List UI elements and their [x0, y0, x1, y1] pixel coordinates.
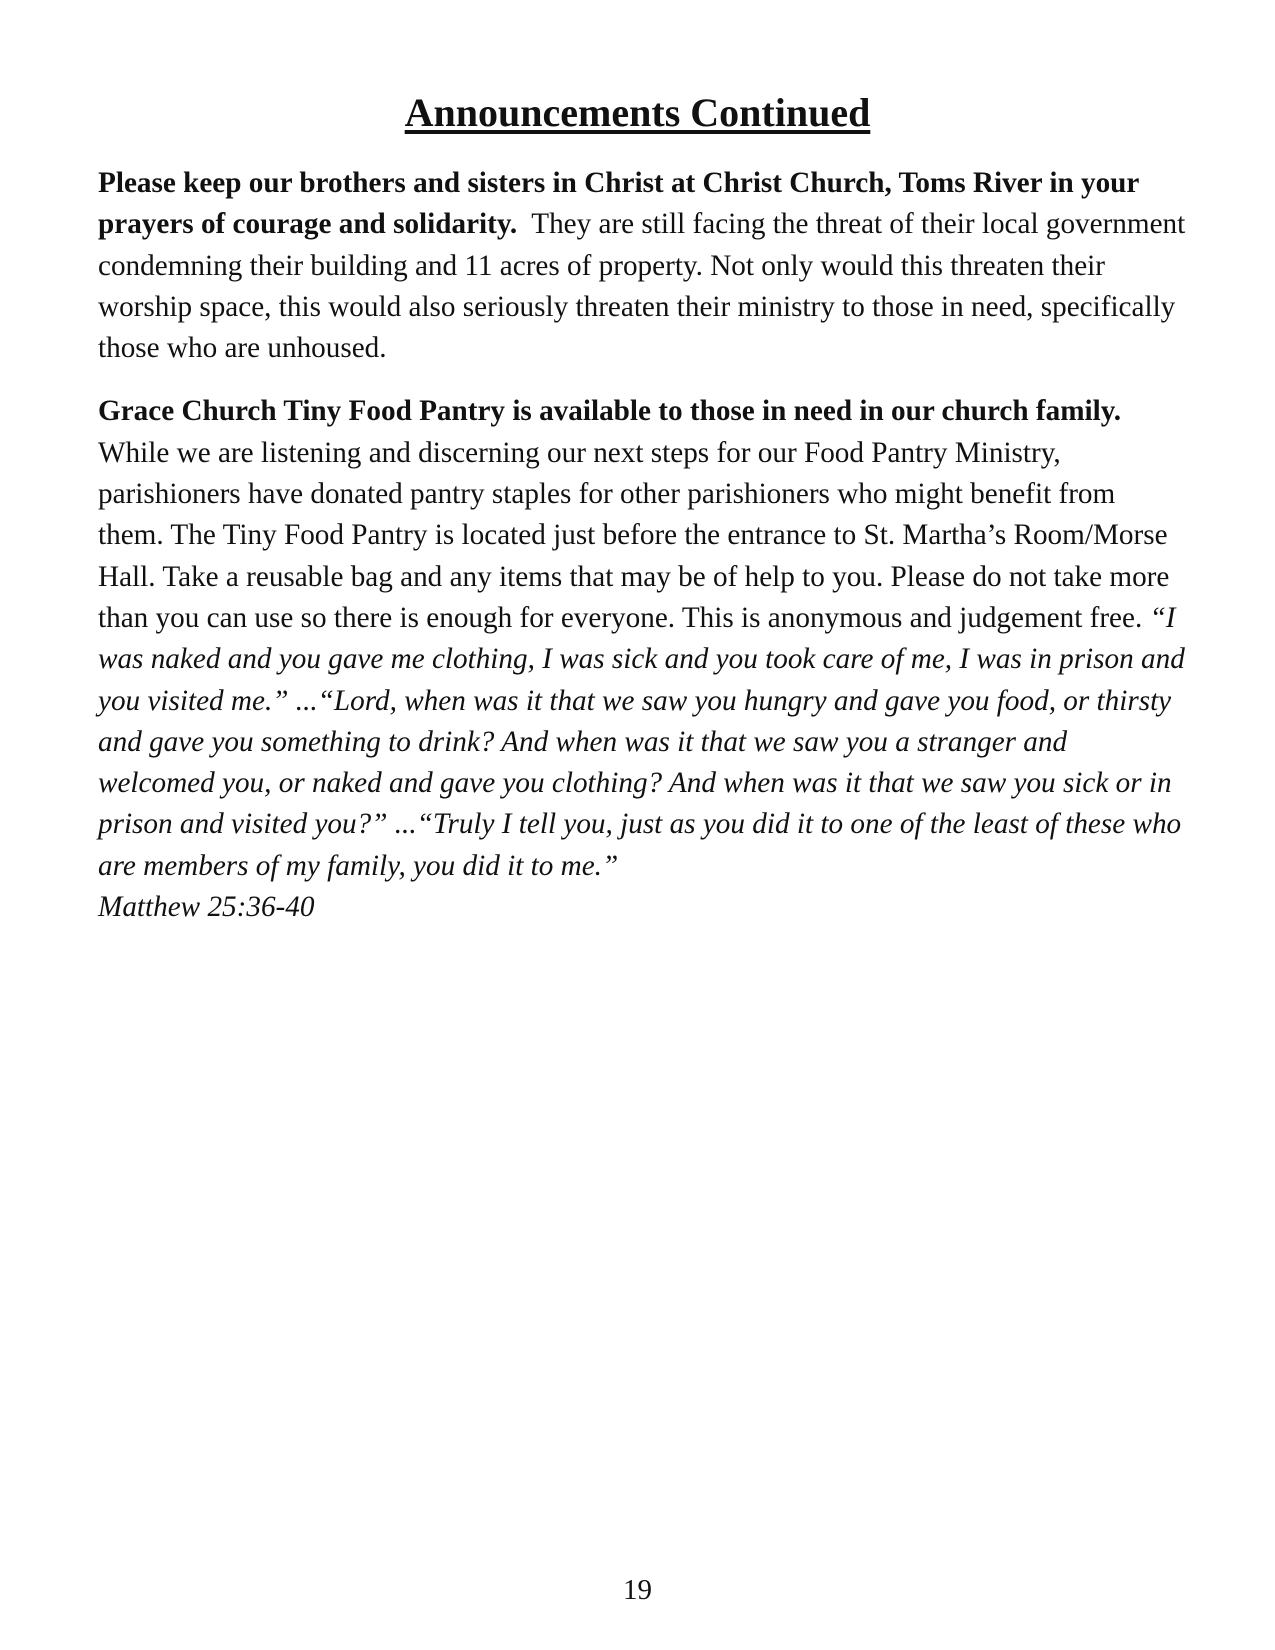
page-title: Announcements Continued: [404, 90, 871, 135]
announcement-heading: Please keep our brothers and sisters in Christ at Christ Church, Toms River in your prayers of courage and solidarity.: [98, 167, 1139, 241]
scripture-citation: Matthew 25:36-40: [98, 891, 315, 924]
announcement-heading: Grace Church Tiny Food Pantry is available to those in need in our church family.: [98, 395, 1122, 428]
announcement-text: While we are listening and discerning our next steps for our Food Pantry Ministry, parishioners have donated pantry staples for other parishioners who might benefit from them. The Tiny Food Pantry is located just before the entrance to St. Martha’s Room/Morse Hall. Take a reusable bag and any items that may be of help to you. Please do not take more than you can use so there is enough for everyone. This is anonymous and judgement free.: [98, 436, 1170, 634]
announcement-text: They are still facing the threat of their local government condemning their building and 11 acres of property. Not only would this threaten their worship space, this would also seriously threaten their ministry to those in need, specifically those who are unhoused.: [98, 208, 1186, 365]
announcement-food-pantry: [98, 391, 1188, 928]
announcements-body: [98, 163, 1188, 950]
page-number: 19: [623, 1574, 652, 1606]
scripture-quote: “I was naked and you gave me clothing, I was sick and you took care of me, I was in prison and you visited me.” ...“Lord, when was it that we saw you hungry and gave you food, or thirsty and gave you something to drink? And when was it that we saw you a stranger and welcomed you, or naked and gave you clothing? And when was it that we saw you sick or in prison and visited you?” ...“Truly I tell you, just as you did it to one of the least of these who are members of my family, you did it to me.”: [98, 601, 1185, 882]
announcement-christ-church: [98, 163, 1188, 369]
